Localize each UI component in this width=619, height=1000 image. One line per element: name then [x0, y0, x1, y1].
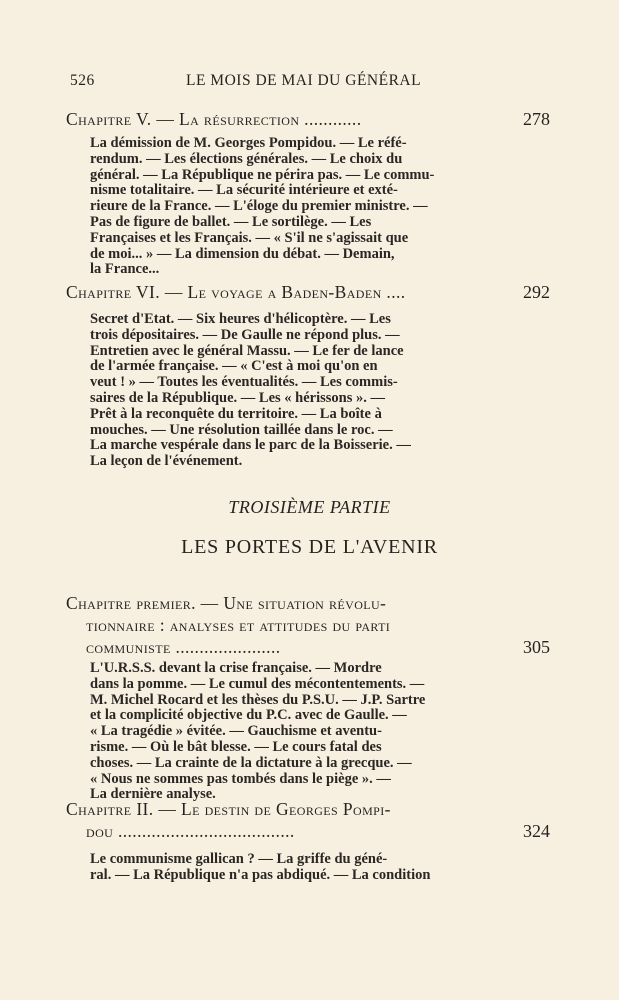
- chapter-page-number: 292: [523, 282, 550, 302]
- chapter-page-number: 305: [523, 637, 550, 657]
- chapter-title-line: Chapitre II. — Le destin de Georges Pompi-: [66, 799, 391, 819]
- part-heading: TROISIÈME PARTIE: [228, 497, 391, 517]
- chapter-title-line: Chapitre VI. — Le voyage a Baden-Baden ....: [66, 282, 406, 302]
- summary-line: La démission de M. Georges Pompidou. — Le réfé-: [90, 135, 407, 151]
- chapter-5-heading: [66, 108, 550, 130]
- summary-line: risme. — Où le bât blesse. — Le cours fatal des: [90, 738, 382, 755]
- summary-line: de l'armée française. — « C'est à moi qu'on en: [90, 358, 378, 375]
- summary-line: veut ! » — Toutes les éventualités. — Les commis-: [90, 374, 398, 391]
- chapter-title-line: Chapitre premier. — Une situation révolu-: [66, 593, 387, 613]
- summary-line: général. — La République ne périra pas. — Le commu-: [90, 166, 435, 183]
- summary-line: ral. — La République n'a pas abdiqué. — La condition: [90, 866, 431, 883]
- summary-line: La leçon de l'événement.: [90, 453, 243, 470]
- part-title: LES PORTES DE L'AVENIR: [181, 536, 438, 558]
- summary-line: rendum. — Les élections générales. — Le choix du: [90, 150, 403, 167]
- summary-line: Françaises et les Français. — « S'il ne s'agissait que: [90, 229, 409, 246]
- summary-line: dans la pomme. — Le cumul des mécontentements. —: [90, 675, 425, 692]
- chapter-title-line: Chapitre V. — La résurrection ............: [66, 109, 362, 129]
- chapter-6-summary: [90, 312, 479, 470]
- running-title: LE MOIS DE MAI DU GÉNÉRAL: [186, 72, 422, 89]
- summary-line: de moi... » — La dimension du débat. — Demain,: [90, 245, 395, 262]
- chapter-6-heading: [66, 281, 550, 303]
- summary-line: et la complicité objective du P.C. avec de Gaulle. —: [90, 707, 407, 724]
- chapter-page-number: 278: [523, 109, 550, 129]
- chapter-5-summary: [90, 136, 479, 278]
- summary-line: la France...: [90, 261, 160, 278]
- summary-line: La marche vespérale dans le parc de la Boisserie. —: [90, 437, 411, 454]
- summary-line: nisme totalitaire. — La sécurité intérieure et exté-: [90, 182, 398, 199]
- summary-line: Secret d'Etat. — Six heures d'hélicoptère. — Les: [90, 311, 391, 327]
- summary-line: mouches. — Une résolution taillée dans le roc. —: [90, 421, 393, 438]
- summary-line: « Nous ne sommes pas tombés dans le piège ». —: [90, 770, 391, 787]
- chapter-title-line: dou .....................................: [86, 821, 295, 841]
- summary-line: Pas de figure de ballet. — Le sortilège. — Les: [90, 213, 372, 230]
- summary-line: choses. — La crainte de la dictature à la grecque. —: [90, 754, 412, 771]
- summary-line: trois dépositaires. — De Gaulle ne répond plus. —: [90, 326, 400, 343]
- summary-line: M. Michel Rocard et les thèses du P.S.U. — J.P. Sartre: [90, 691, 426, 708]
- summary-line: L'U.R.S.S. devant la crise française. — Mordre: [90, 660, 382, 676]
- page-number: 526: [70, 72, 95, 89]
- summary-line: La dernière analyse.: [90, 786, 216, 803]
- summary-line: Entretien avec le général Massu. — Le fer de lance: [90, 342, 404, 359]
- summary-line: saires de la République. — Les « hérissons ». —: [90, 389, 386, 406]
- chapter-2-summary: [90, 852, 479, 884]
- chapter-page-number: 324: [523, 821, 550, 841]
- chapter-title-line: tionnaire : analyses et attitudes du parti: [86, 615, 391, 635]
- summary-line: rieure de la France. — L'éloge du premier ministre. —: [90, 198, 428, 215]
- chapter-1-heading: [66, 592, 550, 658]
- summary-line: « La tragédie » évitée. — Gauchisme et aventu-: [90, 723, 382, 740]
- chapter-title-line: communiste ......................: [86, 637, 281, 657]
- chapter-2-heading: [66, 798, 550, 842]
- summary-line: Le communisme gallican ? — La griffe du géné-: [90, 851, 388, 867]
- chapter-1-summary: [90, 661, 479, 803]
- summary-line: Prêt à la reconquête du territoire. — La boîte à: [90, 405, 382, 422]
